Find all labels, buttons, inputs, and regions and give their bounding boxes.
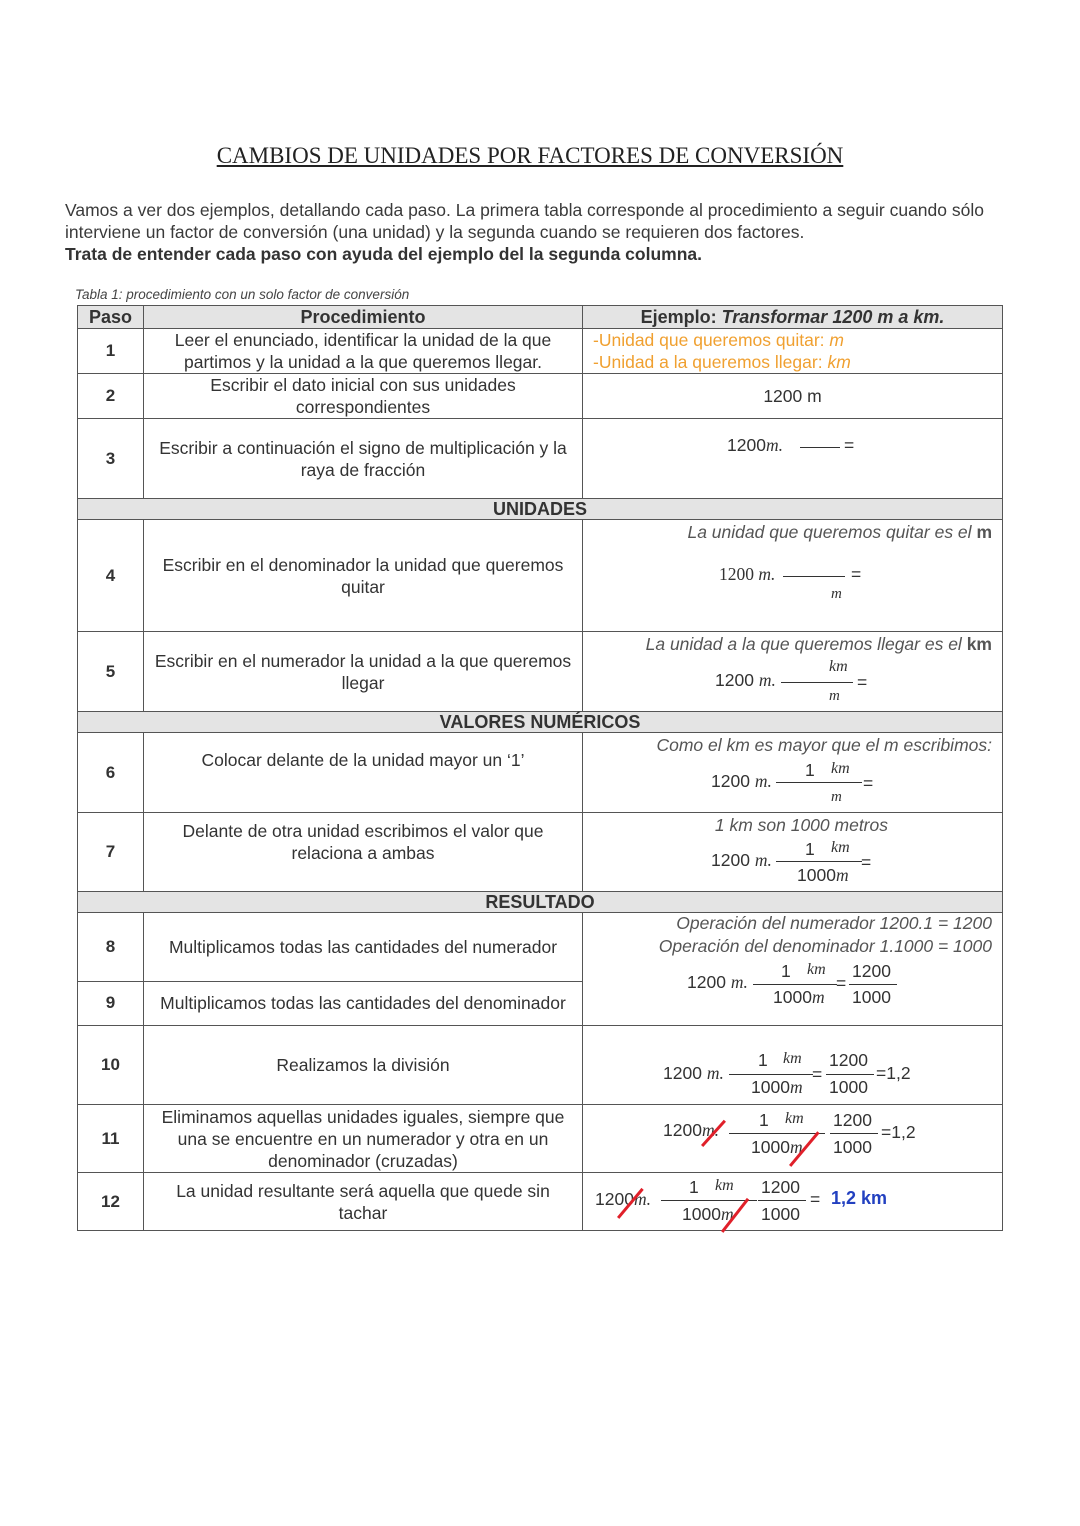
table-row <box>78 813 1003 892</box>
step-number: 9 <box>78 981 144 1025</box>
step-number: 6 <box>78 733 144 813</box>
step-example: 1 km son 1000 metros 1 km 1200 m. = 1000m <box>583 813 1003 892</box>
section-resultado: RESULTADO <box>78 892 1003 913</box>
step-procedure: Realizamos la división <box>144 1026 583 1105</box>
table-header-row <box>78 306 1003 329</box>
table-row <box>78 419 1003 499</box>
header-ejemplo: Ejemplo: Transformar 1200 m a km. <box>583 306 1003 329</box>
table-row <box>78 1026 1003 1105</box>
section-unidades: UNIDADES <box>78 499 1003 520</box>
step-example: Como el km es mayor que el m escribimos: 1 km 1200 m. = m <box>583 733 1003 813</box>
step-procedure: Delante de otra unidad escribimos el valor que relaciona a ambas <box>144 813 583 892</box>
step-procedure: La unidad resultante será aquella que quede sin tachar <box>144 1173 583 1231</box>
step-example: La unidad a la que queremos llegar es el km km 1200 m. = m <box>583 632 1003 712</box>
step-number: 2 <box>78 374 144 419</box>
table-row <box>78 329 1003 374</box>
page-title: CAMBIOS DE UNIDADES POR FACTORES DE CONVERSIÓN <box>216 143 844 168</box>
table-row <box>78 520 1003 632</box>
step-number: 3 <box>78 419 144 499</box>
table-caption: Tabla 1: procedimiento con un solo factor de conversión <box>75 287 410 302</box>
table-row <box>78 374 1003 419</box>
table-row <box>78 632 1003 712</box>
step-procedure: Escribir en el denominador la unidad que queremos quitar <box>144 520 583 632</box>
step-example: La unidad que queremos quitar es el m 1200 m. = m <box>583 520 1003 632</box>
step-example: 1 km 1200 m. = 1000m 1200 1000 =1,2 <box>583 1026 1003 1105</box>
step-number: 4 <box>78 520 144 632</box>
step-procedure: Escribir en el numerador la unidad a la que queremos llegar <box>144 632 583 712</box>
step-number: 7 <box>78 813 144 892</box>
step-procedure: Colocar delante de la unidad mayor un ‘1’ <box>144 733 583 813</box>
section-valores: VALORES NUMÉRICOS <box>78 712 1003 733</box>
intro-paragraph <box>65 199 995 265</box>
step-number: 1 <box>78 329 144 374</box>
step-procedure: Eliminamos aquellas unidades iguales, siempre que una se encuentre en un numerador y otra en un denominador (cruzadas) <box>144 1105 583 1173</box>
table-row <box>78 1105 1003 1173</box>
final-result: 1,2 km <box>831 1188 888 1208</box>
step-number: 5 <box>78 632 144 712</box>
step-number: 8 <box>78 913 144 982</box>
table-row <box>78 1173 1003 1231</box>
step-example: 1200m. 1 km 1000m 1200 1000 =1,2 <box>583 1105 1003 1173</box>
step-number: 10 <box>78 1026 144 1105</box>
header-procedimiento: Procedimiento <box>144 306 583 329</box>
table-row <box>78 733 1003 813</box>
step-example: 1200 m <box>583 374 1003 419</box>
step-example: 1200m. 1 km 1000m 1200 1000 = 1,2 km <box>583 1173 1003 1231</box>
step-example: -Unidad que queremos quitar: m -Unidad a la queremos llegar: km <box>583 329 1003 374</box>
step-number: 12 <box>78 1173 144 1231</box>
conversion-table <box>77 305 1003 1231</box>
intro-text: Vamos a ver dos ejemplos, detallando cada paso. La primera tabla corresponde al procedimiento a seguir cuando sólo interviene un factor de conversión (una unidad) y la segunda cuando se requieren dos factores. <box>65 200 984 242</box>
step-procedure: Leer el enunciado, identificar la unidad de la que partimos y la unidad a la que queremos llegar. <box>144 329 583 374</box>
step-number: 11 <box>78 1105 144 1173</box>
header-paso: Paso <box>78 306 144 329</box>
step-example: 1200m. = <box>583 419 1003 499</box>
step-procedure: Escribir el dato inicial con sus unidades correspondientes <box>144 374 583 419</box>
step-example: Operación del numerador 1200.1 = 1200 Operación del denominador 1.1000 = 1000 1 km 1200 m. = 1000m 1200 1000 <box>583 913 1003 1026</box>
step-procedure: Multiplicamos todas las cantidades del denominador <box>144 981 583 1025</box>
step-procedure: Escribir a continuación el signo de multiplicación y la raya de fracción <box>144 419 583 499</box>
step-procedure: Multiplicamos todas las cantidades del numerador <box>144 913 583 982</box>
table-row <box>78 913 1003 982</box>
intro-bold-text: Trata de entender cada paso con ayuda del ejemplo del la segunda columna. <box>65 244 702 264</box>
